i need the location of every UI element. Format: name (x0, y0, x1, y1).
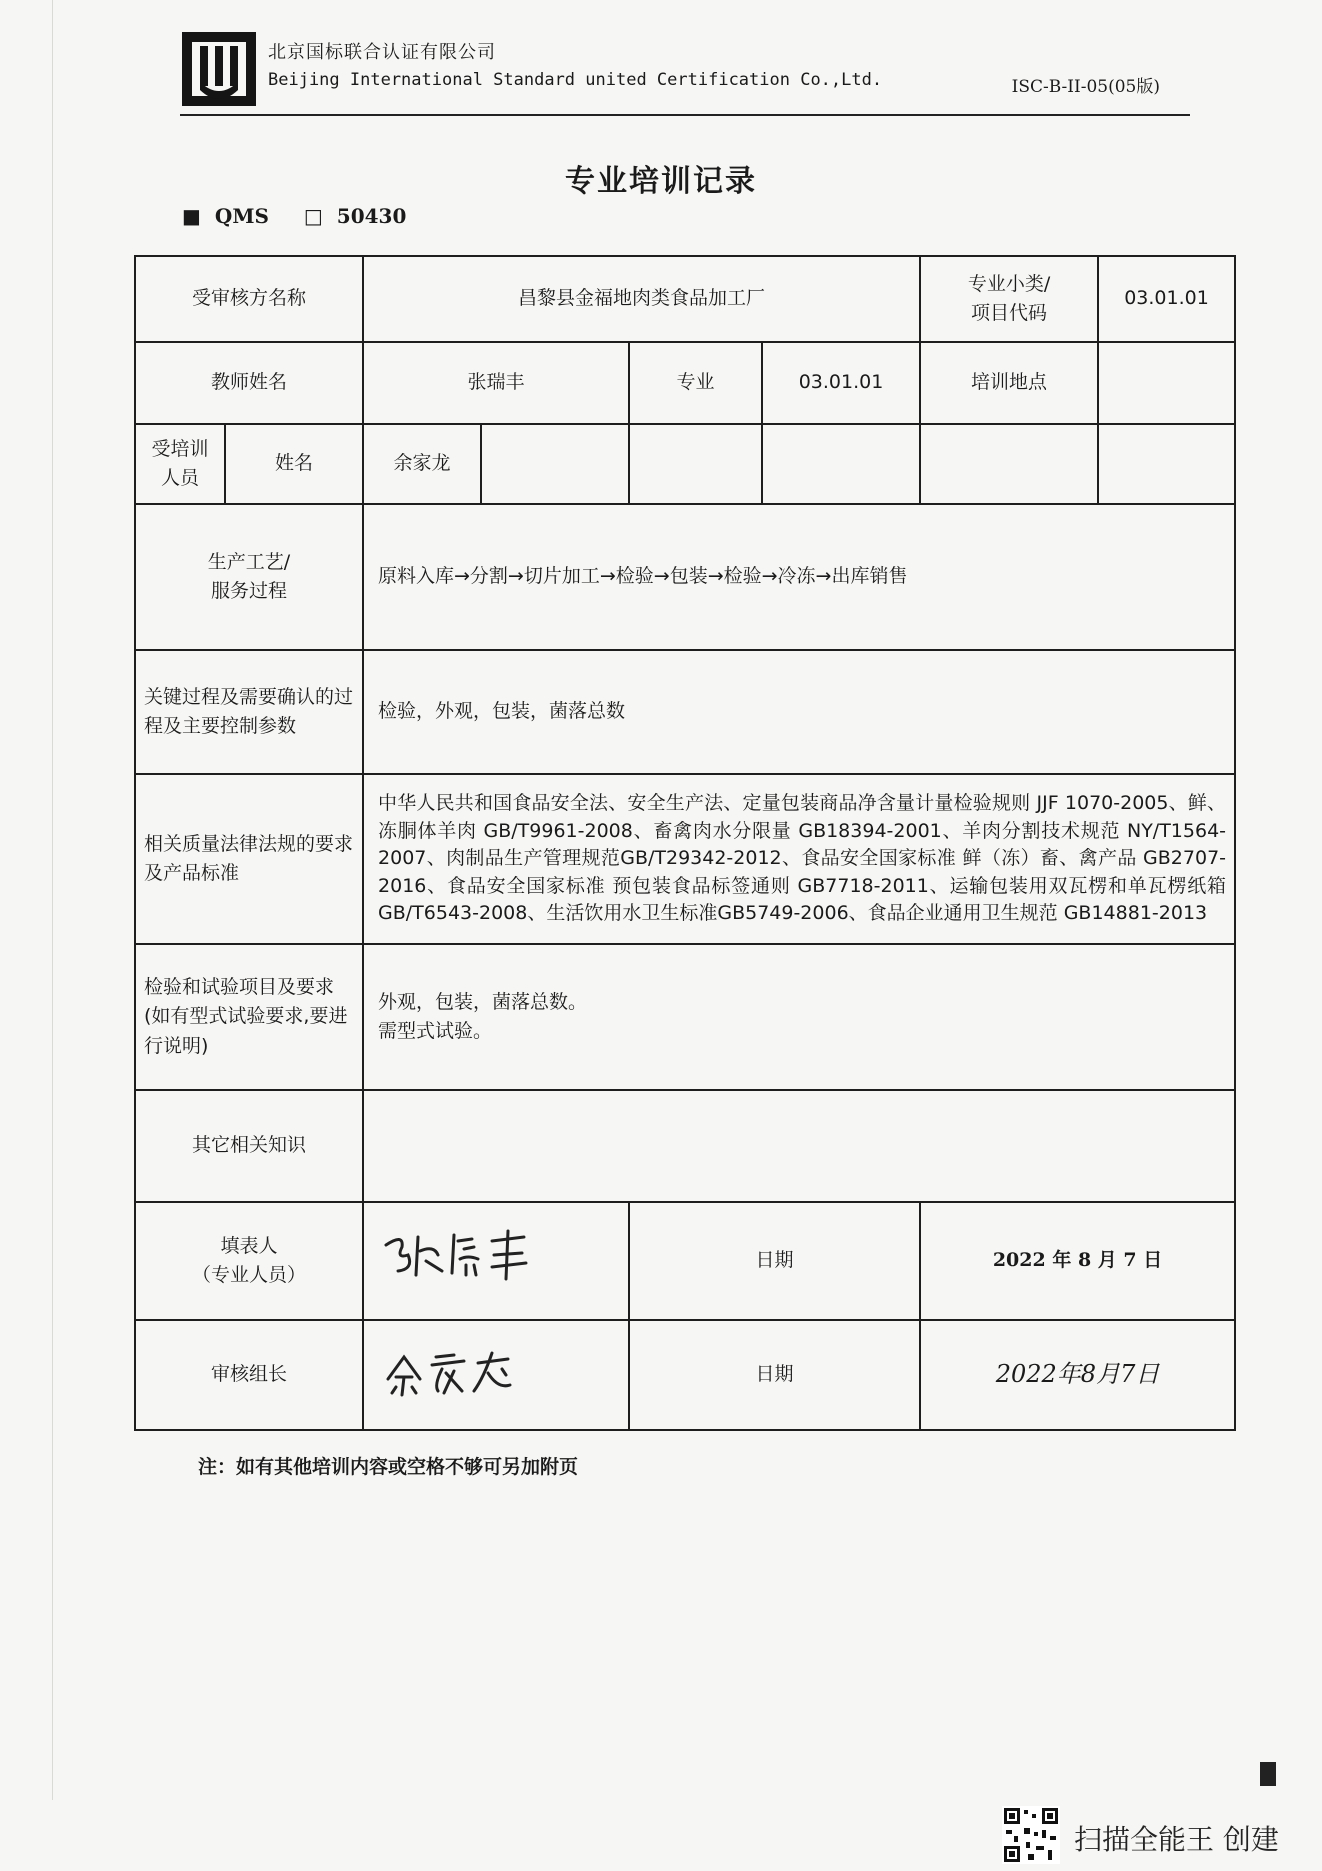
category-value: 03.01.01 (1098, 256, 1235, 342)
laws-value: 中华人民共和国食品安全法、安全生产法、定量包装商品净含量计量检验规则 JJF 1070-2005、鲜、冻胴体羊肉 GB/T9961-2008、畜禽肉水分限量 GB18394-2001、羊肉分割技术规范 NY/T1564-2007、肉制品生产管理规范GB/T29342-2012、食品安全国家标准 鲜（冻）畜、禽产品 GB2707-2016、食品安全国家标准 预包装食品标签通则 GB7718-2011、运输包装用双瓦楞和单瓦楞纸箱 GB/T6543-2008、生活饮用水卫生标准GB5749-2006、食品企业通用卫生规范 GB14881-2013 (363, 774, 1235, 944)
scanner-text: 扫描全能王 创建 (1074, 1823, 1279, 1856)
date-value-2: 2022年8月7日 (920, 1320, 1235, 1430)
major-label: 专业 (629, 342, 762, 424)
trainee-empty-cell (920, 424, 1098, 504)
form-code: ISC-B-II-05(05版) (1011, 77, 1160, 97)
filler-label: 填表人 （专业人员） (135, 1202, 363, 1320)
date-label-1: 日期 (629, 1202, 920, 1320)
test-label: 检验和试验项目及要求(如有型式试验要求,要进行说明) (135, 944, 363, 1090)
test-value: 外观，包装，菌落总数。 需型式试验。 (363, 944, 1235, 1090)
trainee-row (135, 424, 1235, 504)
laws-row (135, 774, 1235, 944)
leader-label: 审核组长 (135, 1320, 363, 1430)
teacher-value: 张瑞丰 (363, 342, 629, 424)
date-value-1: 2022 年 8 月 7 日 (920, 1202, 1235, 1320)
training-record-table (134, 255, 1236, 1431)
process-label: 生产工艺/ 服务过程 (135, 504, 363, 650)
company-logo (180, 30, 258, 108)
filler-signature-drawing (374, 1211, 554, 1291)
qr-code-icon (1002, 1806, 1060, 1864)
qms-check-label: QMS (214, 204, 269, 228)
trainee-value: 余家龙 (363, 424, 481, 504)
letterhead (180, 30, 1190, 116)
place-label: 培训地点 (920, 342, 1098, 424)
filler-signature (363, 1202, 629, 1320)
auditee-row (135, 256, 1235, 342)
qms-check-mark: ■ (182, 204, 201, 228)
leader-row (135, 1320, 1235, 1430)
page-edge (52, 0, 53, 1800)
key-process-row (135, 650, 1235, 774)
qms-checkbox[interactable] (182, 204, 283, 228)
place-value (1098, 342, 1235, 424)
footnote: 注：如有其他培训内容或空格不够可另加附页 (198, 1456, 579, 1478)
document-title: 专业培训记录 (565, 164, 757, 199)
trainee-label: 受培训 人员 (135, 424, 225, 504)
process-row (135, 504, 1235, 650)
leader-signature (363, 1320, 629, 1430)
trainee-empty-cell (481, 424, 629, 504)
trainee-empty-cell (762, 424, 920, 504)
standard-checkboxes (182, 204, 434, 228)
name-label: 姓名 (225, 424, 363, 504)
leader-signature-drawing (374, 1329, 554, 1409)
process-value: 原料入库→分割→切片加工→检验→包装→检验→冷冻→出库销售 (363, 504, 1235, 650)
teacher-row (135, 342, 1235, 424)
scan-corner-mark (1260, 1762, 1276, 1786)
key-process-value: 检验，外观，包装，菌落总数 (363, 650, 1235, 774)
laws-label: 相关质量法律法规的要求及产品标准 (135, 774, 363, 944)
date-label-2: 日期 (629, 1320, 920, 1430)
teacher-label: 教师姓名 (135, 342, 363, 424)
other-label: 其它相关知识 (135, 1090, 363, 1202)
other-row (135, 1090, 1235, 1202)
50430-checkbox[interactable] (304, 204, 421, 228)
trainee-empty-cell (629, 424, 762, 504)
auditee-value: 昌黎县金福地肉类食品加工厂 (363, 256, 920, 342)
50430-check-label: 50430 (336, 204, 407, 228)
50430-check-mark: □ (303, 204, 323, 228)
key-process-label: 关键过程及需要确认的过程及主要控制参数 (135, 650, 363, 774)
company-name-cn: 北京国标联合认证有限公司 (268, 42, 496, 63)
auditee-label: 受审核方名称 (135, 256, 363, 342)
category-label: 专业小类/ 项目代码 (920, 256, 1098, 342)
header-rule (180, 114, 1190, 116)
test-row (135, 944, 1235, 1090)
major-value: 03.01.01 (762, 342, 920, 424)
other-value (363, 1090, 1235, 1202)
trainee-empty-cell (1098, 424, 1235, 504)
filler-row (135, 1202, 1235, 1320)
company-name-en: Beijing International Standard united Certification Co.,Ltd. (268, 70, 883, 90)
